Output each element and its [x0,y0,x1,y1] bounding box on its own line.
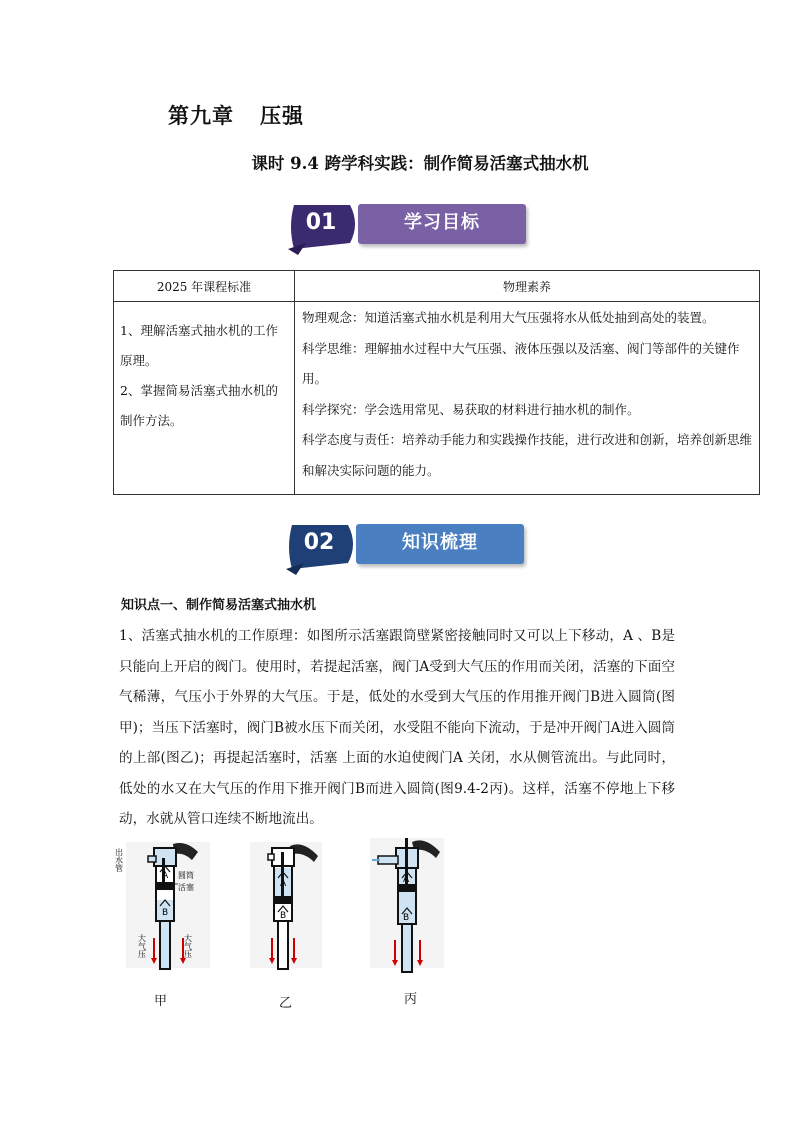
atm-label-right: 大气压 [183,934,193,958]
valve-a-label: A [162,871,169,881]
section-label: 学习目标 [358,204,526,244]
pump-figure-jia [114,838,210,973]
valve-a-label: A [280,879,287,889]
literacy-item: 科学探究：学会选用常见、易获取的材料进行抽水机的制作。 [302,401,640,417]
chapter-name: 压强 [260,103,304,128]
piston-label: 活塞 [178,883,194,892]
section-number: 01 [305,210,337,235]
figure-caption-bing: 丙 [404,992,418,1007]
standards-cell [114,302,295,495]
table-header-standards: 2025 年课程标准 [114,271,295,302]
standards-table [113,270,760,495]
valve-b-label: B [403,913,410,923]
chapter-heading [168,100,304,130]
section-banner-01 [288,197,538,257]
pump-figure-yi [248,838,322,973]
pump-figure-bing [368,834,446,974]
section-banner-02 [286,517,536,577]
literacy-item: 科学态度与责任：培养动手能力和实践操作技能，进行改进和创新，培养创新思维和解决实际问题的能力。 [302,432,753,478]
literacy-cell [295,302,760,495]
outlet-label: 出水管 [114,848,124,872]
chapter-number: 第九章 [168,103,234,128]
knowledge-paragraph: 1、活塞式抽水机的工作原理：如图所示活塞跟筒壁紧密接触同时又可以上下移动，A 、B是只能向上开启的阀门。使用时，若提起活塞，阀门A受到大气压的作用而关闭，活塞的下面空气稀薄，气压小于外界的大气压。于是，低处的水受到大气压的作用推开阀门B进入圆筒(图甲)；当压下活塞时，阀门B被水压下而关闭，水受阻不能向下流动，于是冲开阀门A进入圆筒的上部(图乙)；再提起活塞时，活塞 上面的水迫使阀门A 关闭，水从侧管流出。与此同时，低处的水又在大气压的作用下推开阀门B而进入圆筒(图9.4-2丙)。这样，活塞不停地上下移动，水就从管口连续不断地流出。 [119,628,675,827]
standard-item: 1、理解活塞式抽水机的工作原理。 [120,323,278,368]
figure-caption-jia: 甲 [154,994,168,1009]
standard-item: 2、掌握简易活塞式抽水机的制作方法。 [120,383,278,428]
table-row [114,302,760,495]
lesson-title: 课时 9.4 跨学科实践：制作简易活塞式抽水机 [251,154,589,173]
atm-label-left: 大气压 [137,934,147,958]
knowledge-point-title: 知识点一、制作简易活塞式抽水机 [121,598,317,613]
section-number: 02 [303,530,335,555]
table-header-literacy: 物理素养 [295,271,760,302]
table-header-row [114,271,760,302]
cylinder-label: 圆筒 [178,871,194,880]
literacy-item: 物理观念：知道活塞式抽水机是利用大气压强将水从低处抽到高处的装置。 [302,310,715,325]
valve-b-label: B [162,908,169,918]
section-label: 知识梳理 [356,524,524,564]
literacy-item: 科学思维：理解抽水过程中大气压强、液体压强以及活塞、阀门等部件的关键作用。 [302,340,740,386]
figure-caption-yi: 乙 [279,996,293,1011]
valve-a-label: A [403,875,410,885]
valve-b-label: B [280,911,287,921]
